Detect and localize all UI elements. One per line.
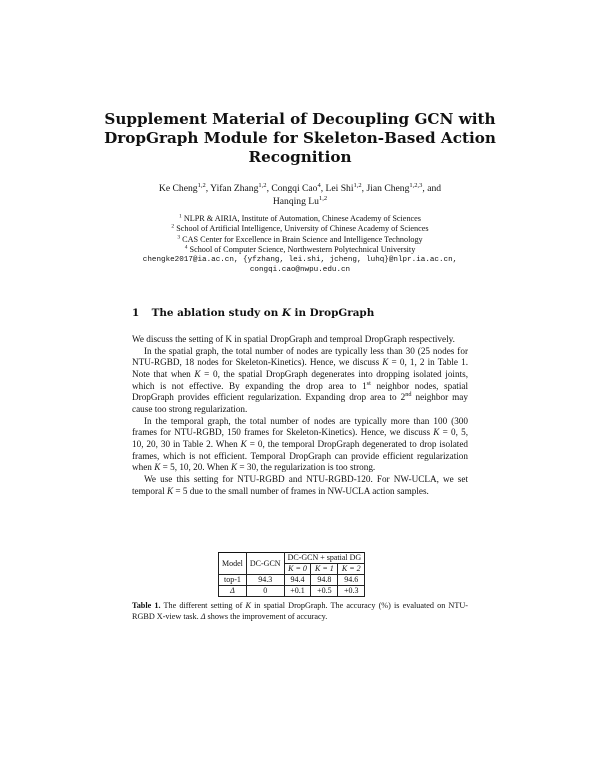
affiliation-line: $^4$ School of Computer Science, Northwestern Polytechnical University [184, 244, 416, 254]
author-affiliation-mark: 1,2 [318, 194, 328, 202]
author-name: Ke Cheng [158, 183, 198, 194]
table-row [219, 575, 365, 586]
email-line-2: congqi.cao@nwpu.edu.cn [249, 266, 351, 275]
affiliation-line: $^2$ School of Artificial Intelligence, University of Chinese Academy of Sciences [171, 223, 429, 234]
paragraph-3: In the temporal graph, the total number of nodes are typically more than 100 (300 frames for NTU-RGBD, 150 frames for Skeleton-Kinetics). Hence, we discuss K = 0, 5, 10, 20, 30 in Table 2. When K = 0, the temporal DropGraph degenerated to drop isolated frames, which is not efficient. Temporal DropGraph can provide efficient regularization when K = 5, 10, 20. When K = 30, the regularization is too strong. [132, 415, 469, 473]
author-name: Congqi Cao [271, 183, 318, 194]
table-caption: Table 1. The different setting of K in spatial DropGraph. The accuracy (%) is evaluated on NTU-RGBD X-view task. Δ shows the improvement of accuracy. [132, 601, 468, 621]
caption-label: Table 1. [132, 601, 161, 610]
author-list: Ke Cheng$^{1,2}$, Yifan Zhang$^{1,2}$, Congqi Cao$^4$, Lei Shi$^{1,2}$, Jian Cheng$^{1,2,3}$, and Hanqing Lu$^{1,2}$ [158, 181, 442, 207]
table-cell: +0.5 [311, 586, 338, 597]
section-number: 1 [132, 307, 140, 319]
table-header-cell: Model [219, 553, 247, 575]
author-affiliation-mark: 4 [317, 181, 321, 189]
results-table [218, 552, 365, 597]
email-line-1: chengke2017@ia.ac.cn, {yfzhang, lei.shi, jcheng, luhq}@nlpr.ia.ac.cn, [142, 256, 458, 265]
title-line-1: Supplement Material of Decoupling GCN with [104, 110, 496, 128]
author-affiliation-mark: 1,2,3 [409, 181, 423, 189]
table-cell: Δ [219, 586, 247, 597]
table-header-cell: K = 2 [338, 564, 365, 575]
author-conjunction: and [427, 183, 442, 194]
paper-title [100, 110, 500, 167]
table-cell: 94.8 [311, 575, 338, 586]
table-header-cell: K = 0 [284, 564, 311, 575]
table-cell: 94.3 [246, 575, 284, 586]
table-header-cell: DC-GCN [246, 553, 284, 575]
affiliation-list [120, 214, 480, 276]
author-name: Hanqing Lu [272, 195, 319, 207]
table-cell: 94.6 [338, 575, 365, 586]
table-header-cell: DC-GCN + spatial DG [284, 553, 365, 564]
table-cell: +0.3 [338, 586, 365, 597]
affiliation-line: $^1$ NLPR & AIRIA, Institute of Automation, Chinese Academy of Sciences [178, 213, 421, 223]
table-cell: 0 [246, 586, 284, 597]
author-affiliation-mark: 1,2 [197, 181, 206, 189]
section-body [132, 334, 468, 497]
paragraph-1: We discuss the setting of K in spatial DropGraph and temproal DropGraph respectively. [132, 334, 455, 344]
title-line-2: DropGraph Module for Skeleton-Based Action [104, 129, 496, 147]
paragraph-2: In the spatial graph, the total number of nodes are typically less than 30 (25 nodes for NTU-RGBD, 18 nodes for Skeleton-Kinetics). Hence, we discuss K = 0, 1, 2 in Table 1. Note that when K = 0, the spatial DropGraph degenerates into dropping isolated joints, which is not effective. By expanding the drop area to 1st neighbor nodes, spatial DropGraph provides efficient regularization. Expanding drop area to 2nd neighbor may cause too strong regularization. [132, 345, 469, 414]
author-name: Lei Shi [325, 183, 354, 194]
author-affiliation-mark: 1,2 [353, 181, 362, 189]
title-line-3: Recognition [248, 148, 352, 166]
author-name: Yifan Zhang [210, 183, 259, 194]
author-affiliation-mark: 1,2 [258, 181, 267, 189]
table-cell: 94.4 [284, 575, 311, 586]
paragraph-4: We use this setting for NTU-RGBD and NTU-RGBD-120. For NW-UCLA, we set temporal K = 5 due to the small number of frames in NW-UCLA action samples. [132, 473, 468, 496]
table-header-cell: K = 1 [311, 564, 338, 575]
table-cell: +0.1 [284, 586, 311, 597]
table-row [219, 586, 365, 597]
table-cell: top-1 [219, 575, 247, 586]
author-name: Jian Cheng [366, 183, 410, 194]
table-header-row [219, 553, 365, 564]
section-heading: 1 The ablation study on K in DropGraph [132, 307, 375, 319]
affiliation-line: $^3$ CAS Center for Excellence in Brain Science and Intelligence Technology [177, 233, 423, 244]
